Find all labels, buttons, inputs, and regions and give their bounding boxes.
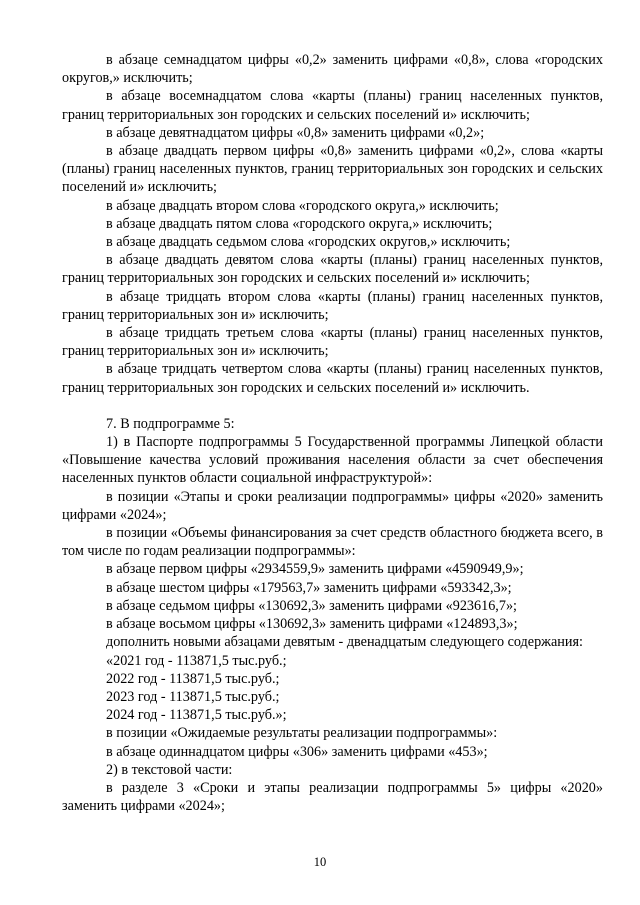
page-number: 10: [313, 855, 327, 869]
paragraph: в абзаце восьмом цифры «130692,3» заменить цифрами «124893,3»;: [106, 616, 518, 633]
paragraph: в абзаце тридцать третьем слова «карты (планы) границ населенных пунктов, границ территориальных зон и» исключить;: [62, 325, 603, 360]
paragraph: в позиции «Ожидаемые результаты реализации подпрограммы»:: [106, 725, 498, 742]
paragraph: 1) в Паспорте подпрограммы 5 Государственной программы Липецкой области «Повышение качества условий проживания населения области за счет обеспечения населенных пунктов области социальной инфраструктурой»:: [62, 434, 603, 487]
paragraph: в позиции «Этапы и сроки реализации подпрограммы» цифры «2020» заменить цифрами «2024»;: [62, 488, 603, 523]
document-page: [62, 51, 603, 815]
paragraph: в абзаце семнадцатом цифры «0,2» заменить цифрами «0,8», слова «городских округов,» исключить;: [62, 52, 603, 87]
paragraph: в абзаце одиннадцатом цифры «306» заменить цифрами «453»;: [106, 743, 488, 760]
paragraph: 2) в текстовой части:: [106, 761, 233, 778]
paragraph: в абзаце восемнадцатом слова «карты (планы) границ населенных пунктов, границ территориальных зон городских и сельских поселений и» исключить;: [62, 88, 603, 123]
paragraph: в абзаце девятнадцатом цифры «0,8» заменить цифрами «0,2»;: [106, 124, 485, 141]
section-heading: 7. В подпрограмме 5:: [106, 415, 235, 432]
paragraph: в абзаце двадцать пятом слова «городского округа,» исключить;: [106, 215, 493, 232]
paragraph: в абзаце тридцать втором слова «карты (планы) границ населенных пунктов, границ территориальных зон и» исключить;: [62, 288, 603, 323]
section-gap: [62, 397, 603, 415]
paragraph: в абзаце шестом цифры «179563,7» заменить цифрами «593342,3»;: [106, 579, 512, 596]
paragraph: в абзаце двадцать седьмом слова «городских округов,» исключить;: [106, 234, 511, 251]
year-line: 2022 год - 113871,5 тыс.руб.;: [106, 670, 280, 687]
paragraph: в абзаце двадцать первом цифры «0,8» заменить цифрами «0,2», слова «карты (планы) границ населенных пунктов, границ территориальных зон городских и сельских поселений и» исключить;: [62, 143, 603, 196]
paragraph: в абзаце двадцать девятом слова «карты (планы) границ населенных пунктов, границ территориальных зон городских и сельских поселений и» исключить;: [62, 252, 603, 287]
year-line: 2023 год - 113871,5 тыс.руб.;: [106, 688, 280, 705]
paragraph: в абзаце двадцать втором слова «городского округа,» исключить;: [106, 197, 499, 214]
year-line: «2021 год - 113871,5 тыс.руб.;: [106, 652, 287, 669]
paragraph: в абзаце первом цифры «2934559,9» заменить цифрами «4590949,9»;: [106, 561, 524, 578]
paragraph: в абзаце седьмом цифры «130692,3» заменить цифрами «923616,7»;: [106, 597, 517, 614]
paragraph: в абзаце тридцать четвертом слова «карты (планы) границ населенных пунктов, границ территориальных зон городских и сельских поселений и» исключить.: [62, 361, 603, 396]
paragraph: в позиции «Объемы финансирования за счет средств областного бюджета всего, в том числе по годам реализации подпрограммы»:: [62, 525, 603, 560]
paragraph: дополнить новыми абзацами девятым - двенадцатым следующего содержания:: [106, 634, 583, 651]
year-line: 2024 год - 113871,5 тыс.руб.»;: [106, 707, 287, 724]
paragraph: в разделе 3 «Сроки и этапы реализации подпрограммы 5» цифры «2020» заменить цифрами «2024»;: [62, 779, 603, 815]
